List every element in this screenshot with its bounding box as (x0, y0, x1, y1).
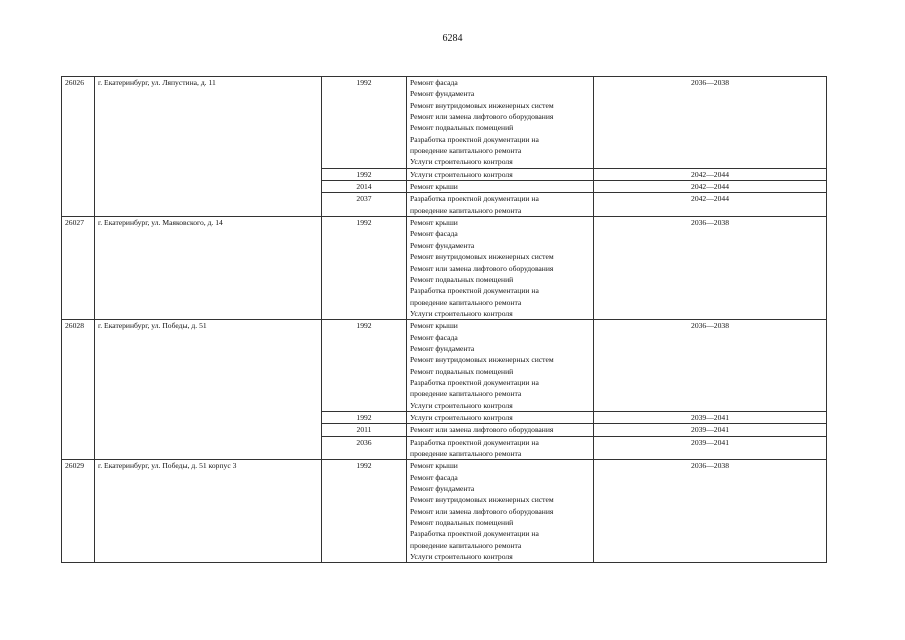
works-cell (407, 168, 594, 180)
period-cell: 2042—2044 (594, 168, 827, 180)
year-cell: 2036 (322, 436, 407, 460)
repair-schedule-table (61, 76, 827, 563)
building-code: 26027 (62, 217, 95, 320)
work-item: Разработка проектной документации на (410, 286, 539, 296)
work-item: Ремонт фасада (410, 78, 458, 87)
work-item: Ремонт крыши (410, 218, 458, 228)
work-item: Ремонт подвальных помещений (410, 366, 514, 376)
works-cell (407, 424, 594, 436)
work-item: Ремонт подвальных помещений (410, 274, 514, 284)
work-item: Ремонт фундамента (410, 89, 475, 99)
work-item: Ремонт фасада (410, 332, 458, 342)
works-cell (407, 217, 594, 320)
year-cell: 1992 (322, 411, 407, 423)
work-item: Ремонт фундамента (410, 484, 475, 494)
building-address: г. Екатеринбург, ул. Ляпустина, д. 11 (95, 77, 322, 217)
works-cell (407, 411, 594, 423)
year-cell: 2011 (322, 424, 407, 436)
building-address: г. Екатеринбург, ул. Победы, д. 51 (95, 320, 322, 460)
year-cell: 1992 (322, 168, 407, 180)
page-number: 6284 (442, 33, 463, 44)
work-item: Ремонт фасада (410, 472, 458, 482)
period-cell: 2042—2044 (594, 181, 827, 193)
period-cell: 2039—2041 (594, 436, 827, 460)
work-item: Ремонт внутридомовых инженерных систем (410, 100, 554, 110)
works-cell (407, 320, 594, 412)
work-item: проведение капитального ремонта (410, 540, 522, 550)
work-item: Ремонт или замена лифтового оборудования (410, 263, 554, 273)
year-cell: 1992 (322, 77, 407, 169)
work-item: Ремонт крыши (410, 321, 458, 331)
work-item: проведение капитального ремонта (410, 389, 522, 399)
work-item: Ремонт внутридомовых инженерных систем (410, 495, 554, 505)
works-cell (407, 460, 594, 563)
year-cell: 2037 (322, 193, 407, 217)
period-cell: 2036—2038 (594, 77, 827, 169)
works-cell (407, 193, 594, 217)
work-item: Ремонт крыши (410, 461, 458, 471)
work-item: Ремонт или замена лифтового оборудования (410, 425, 554, 435)
works-cell (407, 181, 594, 193)
work-item: Разработка проектной документации на (410, 377, 539, 387)
work-item: Ремонт или замена лифтового оборудования (410, 112, 554, 122)
building-code: 26028 (62, 320, 95, 460)
work-item: проведение капитального ремонта (410, 297, 522, 307)
work-item: Разработка проектной документации на (410, 134, 539, 144)
work-item: проведение капитального ремонта (410, 205, 522, 215)
period-cell: 2042—2044 (594, 193, 827, 217)
building-address: г. Екатеринбург, ул. Победы, д. 51 корпус 3 (95, 460, 322, 563)
work-item: Ремонт подвальных помещений (410, 518, 514, 528)
work-item: Ремонт или замена лифтового оборудования (410, 506, 554, 516)
work-item: Услуги строительного контроля (410, 157, 513, 167)
work-item: Разработка проектной документации на (410, 194, 539, 204)
period-cell: 2039—2041 (594, 424, 827, 436)
work-item: Ремонт внутридомовых инженерных систем (410, 252, 554, 262)
work-item: Услуги строительного контроля (410, 308, 513, 318)
work-item: Ремонт фундамента (410, 343, 475, 353)
table-row (62, 320, 827, 412)
work-item: проведение капитального ремонта (410, 449, 522, 458)
work-item: Ремонт фасада (410, 229, 458, 239)
year-cell: 2014 (322, 181, 407, 193)
work-item: Услуги строительного контроля (410, 412, 513, 422)
year-cell: 1992 (322, 320, 407, 412)
building-address: г. Екатеринбург, ул. Маяковского, д. 14 (95, 217, 322, 320)
period-cell: 2036—2038 (594, 217, 827, 320)
building-code: 26026 (62, 77, 95, 217)
period-cell: 2036—2038 (594, 320, 827, 412)
year-cell: 1992 (322, 460, 407, 563)
work-item: Услуги строительного контроля (410, 552, 513, 562)
works-cell (407, 77, 594, 169)
work-item: Ремонт подвальных помещений (410, 123, 514, 133)
table-row (62, 217, 827, 320)
work-item: Разработка проектной документации на (410, 437, 539, 447)
work-item: Услуги строительного контроля (410, 400, 513, 410)
schedule-body (62, 77, 827, 563)
table-row (62, 77, 827, 169)
work-item: Ремонт крыши (410, 182, 458, 192)
building-code: 26029 (62, 460, 95, 563)
period-cell: 2036—2038 (594, 460, 827, 563)
work-item: Разработка проектной документации на (410, 529, 539, 539)
year-cell: 1992 (322, 217, 407, 320)
works-cell (407, 436, 594, 460)
work-item: Ремонт фундамента (410, 240, 475, 250)
work-item: проведение капитального ремонта (410, 146, 522, 156)
work-item: Услуги строительного контроля (410, 169, 513, 179)
work-item: Ремонт внутридомовых инженерных систем (410, 355, 554, 365)
table-row (62, 460, 827, 563)
period-cell: 2039—2041 (594, 411, 827, 423)
